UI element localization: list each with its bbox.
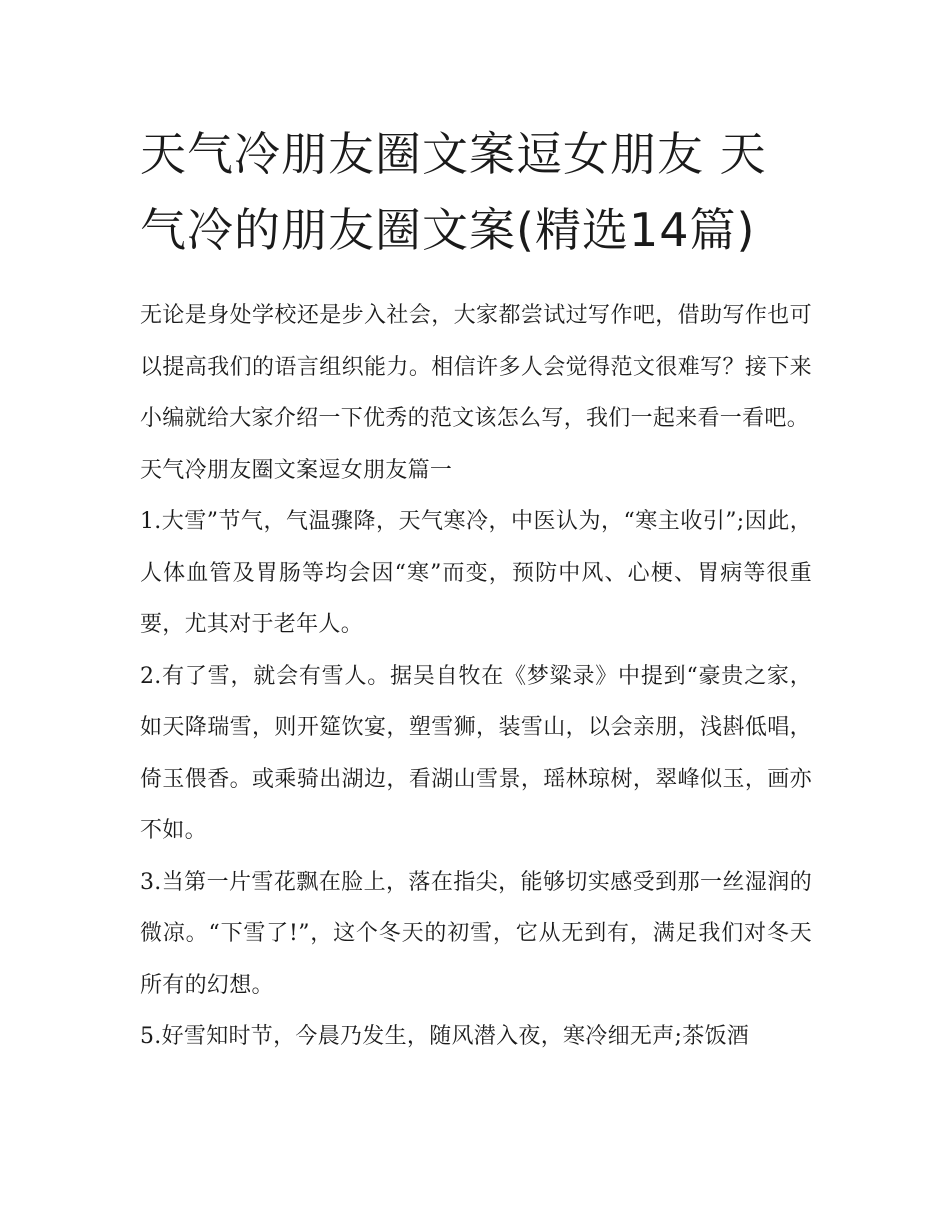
list-item: 3.当第一片雪花飘在脸上，落在指尖，能够切实感受到那一丝湿润的微凉。“下雪了!”，这个冬天的初雪，它从无到有，满足我们对冬天所有的幻想。 (140, 869, 812, 998)
list-item: 5.好雪知时节，今晨乃发生，随风潜入夜，寒冷细无声;茶饭酒 (140, 1024, 750, 1049)
document-body (140, 116, 812, 1063)
intro-paragraph: 无论是身处学校还是步入社会，大家都尝试过写作吧，借助写作也可以提高我们的语言组织能力。相信许多人会觉得范文很难写？接下来小编就给大家介绍一下优秀的范文该怎么写，我们一起来看一看吧。 (140, 303, 812, 431)
section-heading: 天气冷朋友圈文案逗女朋友篇一 (140, 457, 453, 483)
list-item: 2.有了雪，就会有雪人。据吴自牧在《梦粱录》中提到“豪贵之家，如天降瑞雪，则开筵饮宴，塑雪狮，装雪山，以会亲朋，浅斟低唱，倚玉偎香。或乘骑出湖边，看湖山雪景，瑶林琼树，翠峰似玉，画亦不如。 (140, 663, 812, 843)
document-title: 天气冷朋友圈文案逗女朋友 天气冷的朋友圈文案(精选14篇) (140, 127, 767, 257)
list-item: 1.大雪”节气，气温骤降，天气寒冷，中医认为，“寒主收引”;因此，人体血管及胃肠等均会因“寒”而变，预防中风、心梗、胃病等很重要，尤其对于老年人。 (140, 509, 812, 637)
